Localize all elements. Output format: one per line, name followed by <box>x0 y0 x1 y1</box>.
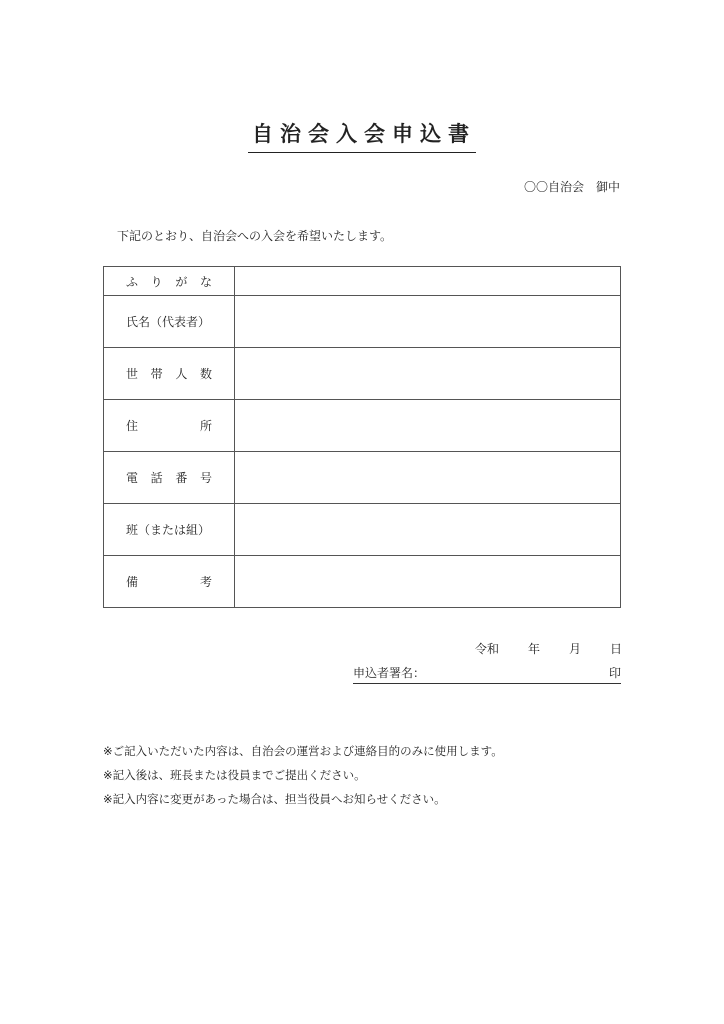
household-input[interactable] <box>235 348 621 400</box>
form-row-remarks <box>104 556 621 608</box>
signature-label: 申込者署名： <box>353 666 426 680</box>
date-month: 月 <box>568 642 581 656</box>
form-row-furigana <box>104 267 621 296</box>
household-label: 世 帯 人 数 <box>104 348 235 400</box>
form-row-group <box>104 504 621 556</box>
group-input[interactable] <box>235 504 621 556</box>
date-year: 年 <box>527 642 540 656</box>
name-label: 氏名（代表者） <box>104 296 235 348</box>
seal-mark: 印 <box>608 666 621 680</box>
intro-text: 下記のとおり、自治会への入会を希望いたします。 <box>117 229 393 243</box>
date-line <box>475 640 622 657</box>
note-item: ※記入後は、班長または役員までご提出ください。 <box>103 768 366 782</box>
remarks-label: 備 考 <box>104 556 235 608</box>
remarks-input[interactable] <box>235 556 621 608</box>
form-row-phone <box>104 452 621 504</box>
signature-line[interactable] <box>353 664 621 684</box>
notes-section <box>103 739 503 811</box>
furigana-label: ふ り が な <box>104 267 235 296</box>
note-item: ※記入内容に変更があった場合は、担当役員へお知らせください。 <box>103 792 446 806</box>
phone-input[interactable] <box>235 452 621 504</box>
phone-label: 電 話 番 号 <box>104 452 235 504</box>
note-item: ※ご記入いただいた内容は、自治会の運営および連絡目的のみに使用します。 <box>103 744 503 758</box>
name-input[interactable] <box>235 296 621 348</box>
group-label: 班（または組） <box>104 504 235 556</box>
date-day: 日 <box>609 642 622 656</box>
date-era: 令和 <box>474 642 499 656</box>
document-title-wrap <box>0 118 724 153</box>
address-input[interactable] <box>235 400 621 452</box>
document-title: 自治会入会申込書 <box>248 118 476 153</box>
form-row-name <box>104 296 621 348</box>
form-row-address <box>104 400 621 452</box>
address-label: 住 所 <box>104 400 235 452</box>
application-form-table <box>103 266 621 608</box>
furigana-input[interactable] <box>235 267 621 296</box>
addressee: 〇〇自治会 御中 <box>523 180 620 194</box>
form-row-household <box>104 348 621 400</box>
